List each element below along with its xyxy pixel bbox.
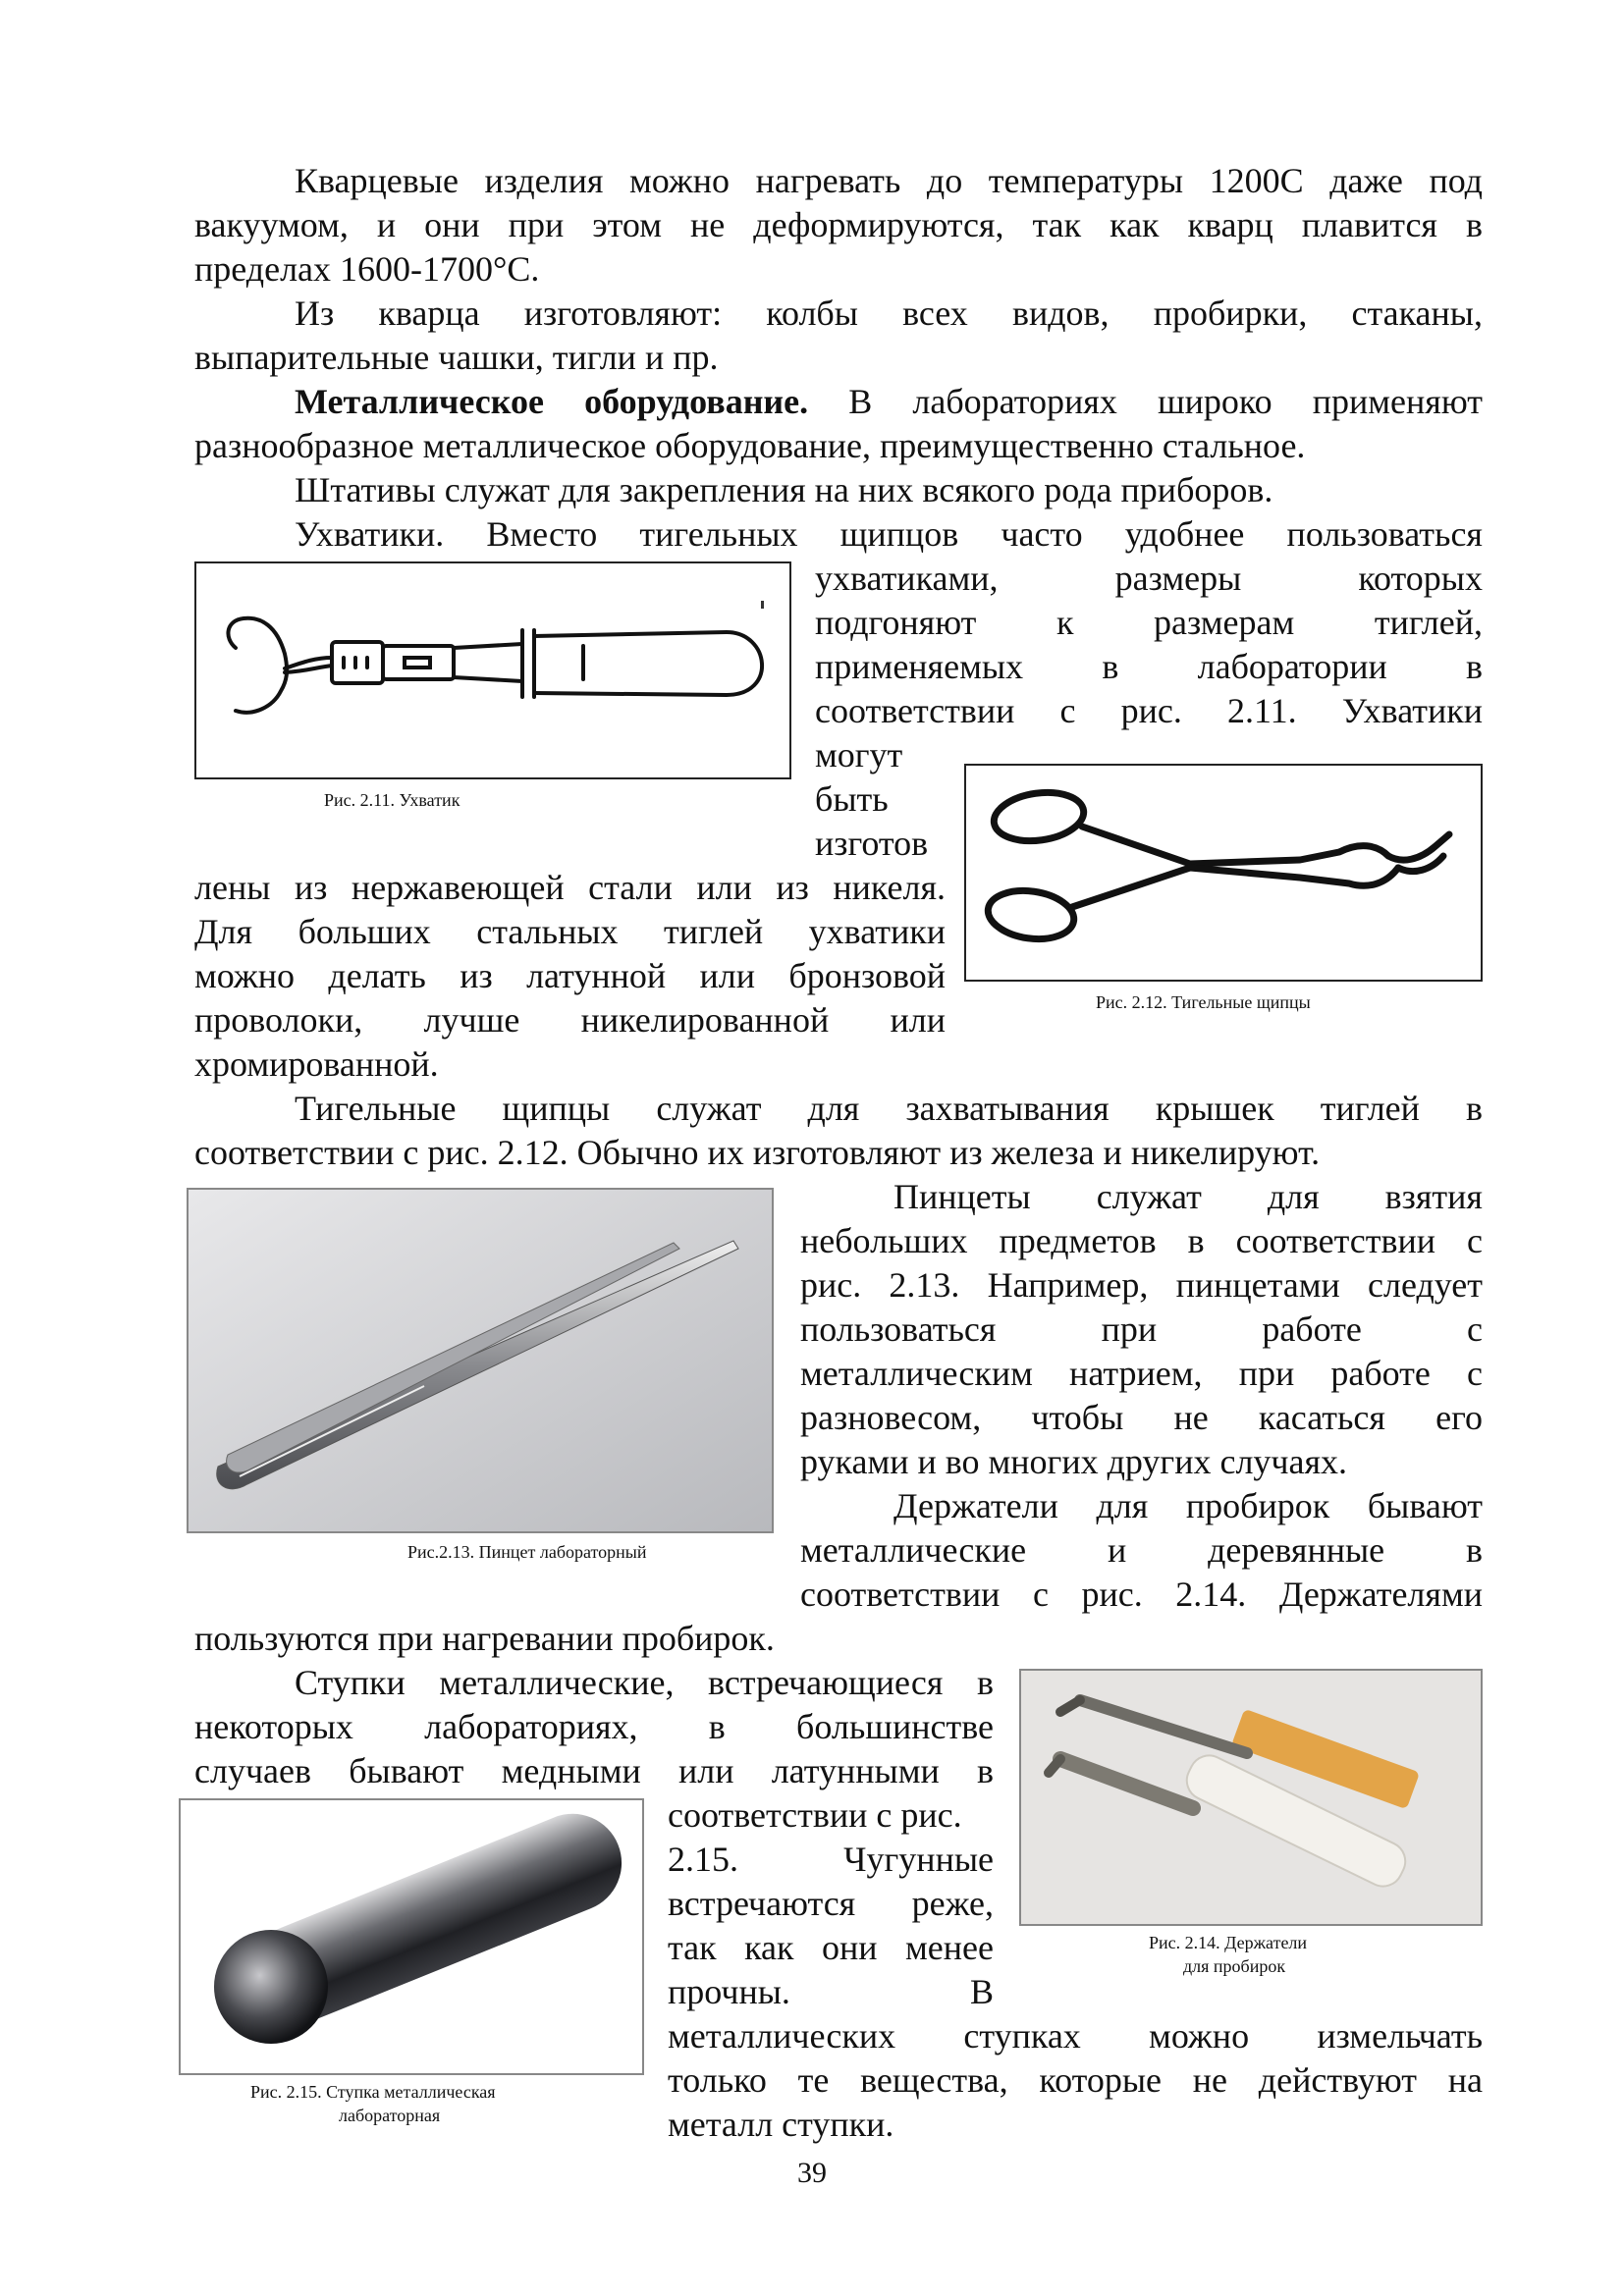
text-line: выпарительные чашки, тигли и пр. [194, 338, 719, 377]
figure-2-11-crucible-grab [194, 561, 791, 779]
text-line: некоторых лабораториях, в большинстве [194, 1707, 994, 1746]
figure-2-15-caption-line1: Рис. 2.15. Ступка металлическая [250, 2082, 496, 2102]
text-line: только те вещества, которые не действуют на [668, 2060, 1483, 2100]
text-line: Кварцевые изделия можно нагревать до температуры 1200С даже под [295, 161, 1483, 200]
text-line: разновесом, чтобы не касаться его [800, 1398, 1483, 1437]
figure-2-13-tweezers-photo [187, 1188, 774, 1533]
crucible-tongs-drawing [966, 766, 1481, 980]
text-line: металлических ступках можно измельчать [668, 2016, 1483, 2056]
text-line: проволоки, лучше никелированной или [194, 1000, 946, 1040]
figure-2-12-crucible-tongs [964, 764, 1483, 982]
metal-pestle-illustration [181, 1800, 642, 2073]
text-line: Держатели для пробирок бывают [893, 1486, 1483, 1525]
text-line: пользоваться при работе с [800, 1309, 1483, 1349]
text-line: Пинцеты служат для взятия [893, 1177, 1483, 1216]
text-line: случаев бывают медными или латунными в [194, 1751, 994, 1790]
text-line: Ступки металлические, встречающиеся в [295, 1663, 994, 1702]
text-line: вакуумом, и они при этом не деформируются, так как кварц плавится в [194, 205, 1483, 244]
text-line: соответствии с рис. [668, 1795, 962, 1835]
text-line: встречаются реже, [668, 1884, 994, 1923]
text-line: Для больших стальных тиглей ухватики [194, 912, 946, 951]
crucible-grab-drawing [196, 563, 789, 777]
text-line: Из кварца изготовляют: колбы всех видов, пробирки, стаканы, [295, 294, 1483, 333]
text-line: небольших предметов в соответствии с [800, 1221, 1483, 1260]
tweezers-photo-illustration [189, 1190, 772, 1531]
text-line: Тигельные щипцы служат для захватывания крышек тиглей в [295, 1089, 1483, 1128]
text-line: металлические и деревянные в [800, 1530, 1483, 1570]
text-line: соответствии с рис. 2.12. Обычно их изготовляют из железа и никелируют. [194, 1133, 1321, 1172]
text-line: пределах 1600-1700°С. [194, 249, 540, 289]
text-line: соответствии с рис. 2.14. Держателями [800, 1575, 1483, 1614]
text-line: Ухватики. Вместо тигельных щипцов часто удобнее пользоваться [295, 514, 1483, 554]
text-line: Металлическое оборудование. В лабораториях широко применяют [295, 382, 1483, 421]
text-line: хромированной. [194, 1044, 439, 1084]
text-line: 2.15. Чугунные [668, 1840, 994, 1879]
text-line: металл ступки. [668, 2105, 894, 2144]
page-number: 39 [797, 2157, 827, 2189]
text-line: так как они менее [668, 1928, 994, 1967]
text-line: рис. 2.13. Например, пинцетами следует [800, 1265, 1483, 1305]
text-line: пользуются при нагревании пробирок. [194, 1619, 775, 1658]
figure-2-13-caption: Рис.2.13. Пинцет лабораторный [407, 1542, 647, 1562]
text-line: руками и во многих других случаях. [800, 1442, 1348, 1481]
figure-2-15-pestle-photo [179, 1798, 644, 2075]
figure-2-14-caption-line2: для пробирок [1183, 1956, 1286, 1976]
section-heading: Металлическое оборудование. [295, 382, 809, 421]
test-tube-holders-illustration [1021, 1671, 1481, 1924]
text-line: можно делать из латунной или бронзовой [194, 956, 946, 995]
figure-2-12-caption: Рис. 2.12. Тигельные щипцы [1096, 992, 1311, 1012]
text-line: применяемых в лаборатории в [815, 647, 1483, 686]
text-line: металлическим натрием, при работе с [800, 1354, 1483, 1393]
text-line: изготов [815, 824, 929, 863]
text-line: ухватиками, размеры которых [815, 559, 1483, 598]
text-line: лены из нержавеющей стали или из никеля. [194, 868, 946, 907]
text-line: быть [815, 779, 889, 819]
figure-2-14-holders-photo [1019, 1669, 1483, 1926]
text-line: соответствии с рис. 2.11. Ухватики [815, 691, 1483, 730]
text-line: Штативы служат для закрепления на них всякого рода приборов. [295, 470, 1273, 509]
text-line: разнообразное металлическое оборудование, преимущественно стальное. [194, 426, 1306, 465]
text-line: могут [815, 735, 903, 774]
figure-2-14-caption-line1: Рис. 2.14. Держатели [1149, 1933, 1308, 1952]
text-line: подгоняют к размерам тиглей, [815, 603, 1483, 642]
text-line: прочны. В [668, 1972, 994, 2011]
figure-2-11-caption: Рис. 2.11. Ухватик [324, 790, 460, 810]
figure-2-15-caption-line2: лабораторная [339, 2106, 441, 2125]
